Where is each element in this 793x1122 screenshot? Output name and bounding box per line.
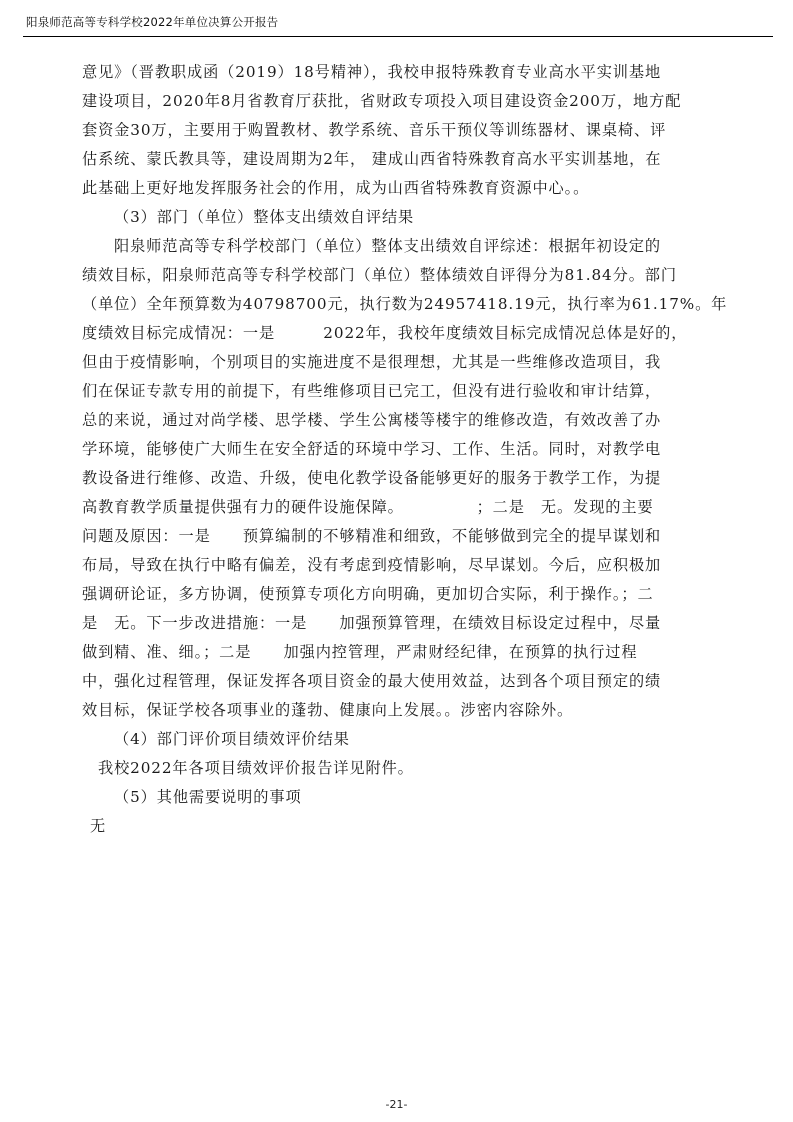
body-line: 但由于疫情影响，个别项目的实施进度不是很理想，尤其是一些维修改造项目，我: [82, 353, 662, 371]
body-line: 建设项目，2020年8月省教育厅获批，省财政专项投入项目建设资金200万，地方配: [82, 92, 682, 110]
body-line: 阳泉师范高等专科学校部门（单位）整体支出绩效自评综述：根据年初设定的: [114, 237, 661, 255]
body-line: 无: [90, 817, 107, 835]
body-line: （单位）全年预算数为40798700元，执行数为24957418.19元，执行率为61.17%。年: [82, 295, 728, 313]
body-line: 教设备进行维修、改造、升级，使电化教学设备能够更好的服务于教学工作，为提: [82, 469, 662, 487]
header-title: 阳泉师范高等专科学校2022年单位决算公开报告: [26, 15, 279, 29]
section-heading-4: （4）部门评价项目绩效评价结果: [114, 730, 350, 748]
body-line: 套资金30万，主要用于购置教材、教学系统、音乐干预仪等训练器材、课桌椅、评: [82, 121, 667, 139]
body-line: 估系统、蒙氏教具等，建设周期为2年， 建成山西省特殊教育高水平实训基地，在: [82, 150, 662, 168]
body-line: 中，强化过程管理，保证发挥各项目资金的最大使用效益，达到各个项目预定的绩: [82, 672, 662, 690]
body-line: 强调研论证，多方协调，使预算专项化方向明确，更加切合实际，利于操作。；二: [82, 585, 654, 603]
section-heading-5: （5）其他需要说明的事项: [114, 788, 302, 806]
body-line: 总的来说，通过对尚学楼、思学楼、学生公寓楼等楼宇的维修改造，有效改善了办: [82, 411, 662, 429]
body-line: 学环境，能够使广大师生在安全舒适的环境中学习、工作、生活。同时，对教学电: [82, 440, 662, 458]
section-heading-3: （3）部门（单位）整体支出绩效自评结果: [114, 208, 415, 226]
body-line: 们在保证专款专用的前提下，有些维修项目已完工，但没有进行验收和审计结算，: [82, 382, 662, 400]
body-line: 高教育教学质量提供强有力的硬件设施保障。 ；二是 无。发现的主要: [82, 498, 654, 516]
body-line: 意见》（晋教职成函（2019）18号精神），我校申报特殊教育专业高水平实训基地: [82, 63, 662, 81]
body-line: 是 无。下一步改进措施：一是 加强预算管理，在绩效目标设定过程中，尽量: [82, 614, 662, 632]
body-line: 绩效目标，阳泉师范高等专科学校部门（单位）整体绩效自评得分为81.84分。部门: [82, 266, 677, 284]
page-number: -21-: [385, 1098, 408, 1111]
body-line: 度绩效目标完成情况：一是 2022年，我校年度绩效目标完成情况总体是好的，: [82, 324, 688, 342]
body-line: 问题及原因：一是 预算编制的不够精准和细致，不能够做到完全的提早谋划和: [82, 527, 662, 545]
body-line: 此基础上更好地发挥服务社会的作用，成为山西省特殊教育资源中心。。: [82, 179, 590, 197]
body-line: 我校2022年各项目绩效评价报告详见附件。: [98, 759, 414, 777]
page-header: [23, 6, 773, 37]
body-line: 效目标，保证学校各项事业的蓬勃、健康向上发展。。涉密内容除外。: [82, 701, 574, 719]
body-line: 做到精、准、细。；二是 加强内控管理，严肃财经纪律，在预算的执行过程: [82, 643, 638, 661]
body-line: 布局，导致在执行中略有偏差，没有考虑到疫情影响，尽早谋划。今后，应积极加: [82, 556, 662, 574]
